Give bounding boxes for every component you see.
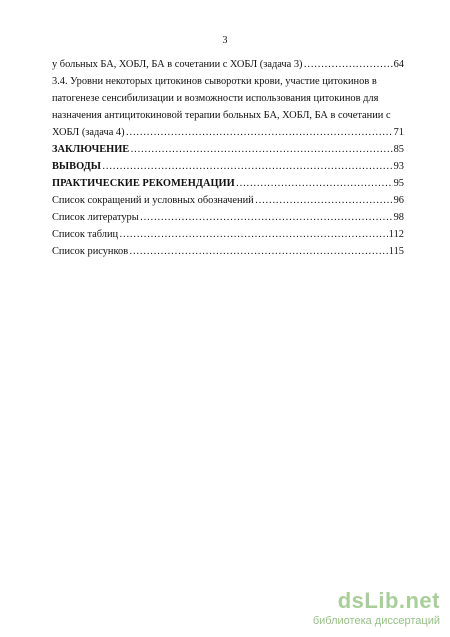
dot-leader	[119, 226, 388, 243]
toc-page-number: 115	[388, 246, 404, 257]
dot-leader	[102, 158, 393, 175]
toc-entry-text: ХОБЛ (задача 4)	[52, 127, 125, 138]
toc-entry-tables[interactable]	[52, 226, 404, 243]
toc-entry-findings[interactable]	[52, 158, 404, 175]
toc-entry-3-4-line-3[interactable]: назначения антицитокиновой терапии больных БА, ХОБЛ, БА в сочетании с	[52, 110, 391, 121]
dot-leader	[236, 175, 393, 192]
toc-entry-3-3-continuation[interactable]	[52, 56, 404, 73]
toc-entry-figures[interactable]	[52, 243, 404, 260]
toc-entry-text: Список литературы	[52, 212, 139, 223]
toc-entry-text: ПРАКТИЧЕСКИЕ РЕКОМЕНДАЦИИ	[52, 178, 235, 189]
table-of-contents	[52, 56, 404, 260]
toc-entry-text: Список таблиц	[52, 229, 119, 240]
toc-page-number: 93	[393, 161, 404, 172]
toc-page-number: 96	[393, 195, 404, 206]
toc-entry-abbreviations[interactable]	[52, 192, 404, 209]
dot-leader	[304, 56, 393, 73]
toc-entry-text: Список сокращений и условных обозначений	[52, 195, 254, 206]
watermark-subtitle: библиотека диссертаций	[312, 615, 440, 627]
page-number: 3	[222, 35, 228, 46]
dot-leader	[130, 141, 392, 158]
toc-entry-3-4-line-2[interactable]: патогенезе сенсибилизации и возможности использования цитокинов для	[52, 93, 379, 104]
toc-page-number: 64	[393, 59, 404, 70]
toc-entry-recommendations[interactable]	[52, 175, 404, 192]
watermark-logo: dsLib.net	[337, 588, 440, 613]
toc-entry-text: ВЫВОДЫ	[52, 161, 101, 172]
dot-leader	[129, 243, 388, 260]
toc-page-number: 85	[393, 144, 404, 155]
dot-leader	[255, 192, 393, 209]
toc-entry-references[interactable]	[52, 209, 404, 226]
toc-page-number: 98	[393, 212, 404, 223]
toc-entry-3-4-line-4[interactable]	[52, 124, 404, 141]
toc-entry-text: ЗАКЛЮЧЕНИЕ	[52, 144, 130, 155]
toc-entry-text: Список рисунков	[52, 246, 129, 257]
dot-leader	[140, 209, 393, 226]
toc-page-number: 95	[393, 178, 404, 189]
toc-entry-3-4-line-1[interactable]: 3.4. Уровни некоторых цитокинов сыворотки крови, участие цитокинов в	[52, 76, 377, 87]
dot-leader	[126, 124, 393, 141]
toc-entry-text: у больных БА, ХОБЛ, БА в сочетании с ХОБЛ (задача 3)	[52, 59, 303, 70]
toc-entry-conclusion[interactable]	[52, 141, 404, 158]
toc-page-number: 71	[393, 127, 404, 138]
toc-page-number: 112	[388, 229, 404, 240]
